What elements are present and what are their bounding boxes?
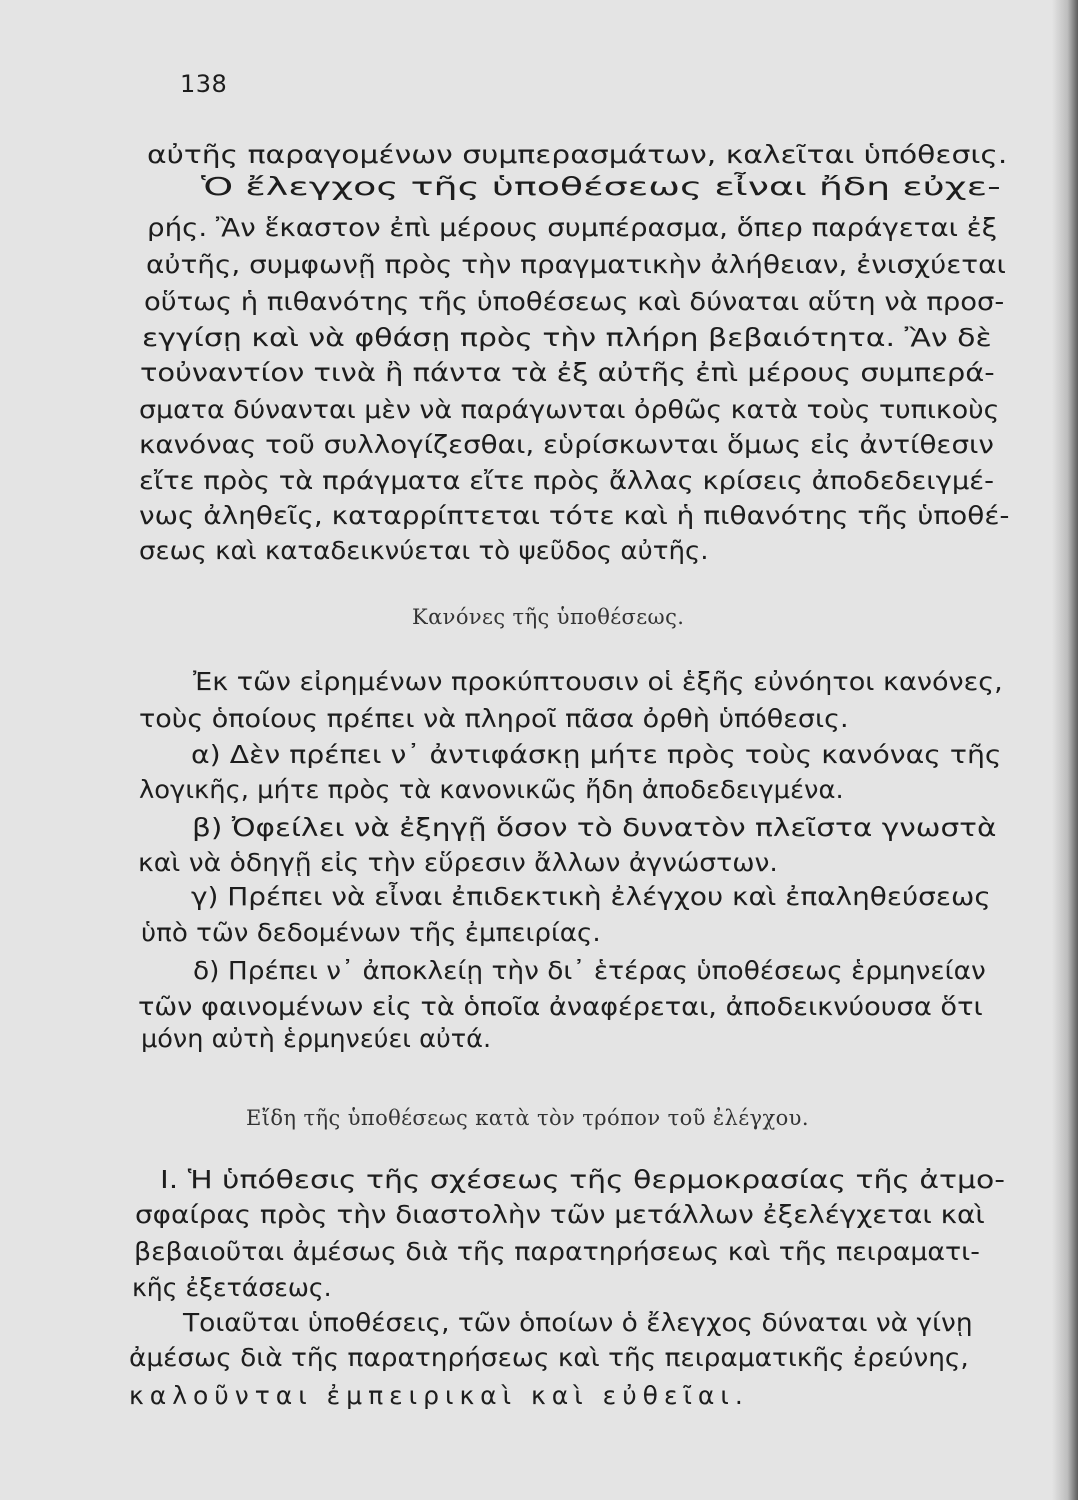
text-line: καλοῦνται ἐμπειρικαὶ καὶ εὐθεῖαι. xyxy=(129,1381,749,1410)
text-line: Τοιαῦται ὑποθέσεις, τῶν ὁποίων ὁ ἔλεγχος δύναται νὰ γίνῃ xyxy=(183,1308,973,1337)
text-line: Ἐκ τῶν εἰρημένων προκύπτουσιν οἱ ἑξῆς εὐνόητοι κανόνες, xyxy=(193,667,1003,696)
text-line: κανόνας τοῦ συλλογίζεσθαι, εὑρίσκωνται ὅμως εἰς ἀντίθεσιν xyxy=(139,430,994,459)
text-line: τῶν φαινομένων εἰς τὰ ὁποῖα ἀναφέρεται, ἀποδεικνύουσα ὅτι xyxy=(138,992,983,1021)
text-line: σματα δύνανται μὲν νὰ παράγωνται ὀρθῶς κατὰ τοὺς τυπικοὺς xyxy=(139,395,1000,424)
text-line: ὑπὸ τῶν δεδομένων τῆς ἐμπειρίας. xyxy=(141,918,601,947)
text-line: οὕτως ἡ πιθανότης τῆς ὑποθέσεως καὶ δύναται αὕτη νὰ προσ- xyxy=(144,287,1005,316)
text-line: νως ἀληθεῖς, καταρρίπτεται τότε καὶ ἡ πιθανότης τῆς ὑποθέ- xyxy=(139,501,1010,530)
section-heading-types: Εἴδη τῆς ὑποθέσεως κατὰ τὸν τρόπον τοῦ ἐλέγχου. xyxy=(246,1106,809,1130)
text-line: δ) Πρέπει ν᾿ ἀποκλείῃ τὴν δι᾿ ἑτέρας ὑποθέσεως ἑρμηνείαν xyxy=(193,956,986,985)
text-line: αὐτῆς, συμφωνῇ πρὸς τὴν πραγματικὴν ἀλήθειαν, ἐνισχύεται xyxy=(146,250,1006,279)
text-line: καὶ νὰ ὁδηγῇ εἰς τὴν εὕρεσιν ἄλλων ἀγνώστων. xyxy=(138,848,778,877)
text-line: ἀμέσως διὰ τῆς παρατηρήσεως καὶ τῆς πειραματικῆς ἐρεύνης, xyxy=(129,1343,969,1372)
text-line: γ) Πρέπει νὰ εἶναι ἐπιδεκτικὴ ἐλέγχου καὶ ἐπαληθεύσεως xyxy=(191,882,991,911)
text-line: β) Ὀφείλει νὰ ἐξηγῇ ὅσον τὸ δυνατὸν πλεῖστα γνωστὰ xyxy=(192,813,997,842)
text-line: τοὐναντίον τινὰ ἢ πάντα τὰ ἐξ αὐτῆς ἐπὶ μέρους συμπερά- xyxy=(140,358,995,387)
text-line: ρής. Ἂν ἕκαστον ἐπὶ μέρους συμπέρασμα, ὅπερ παράγεται ἐξ xyxy=(147,213,998,242)
text-line: εγγίσῃ καὶ νὰ φθάσῃ πρὸς τὴν πλήρη βεβαιότητα. Ἂν δὲ xyxy=(142,323,992,352)
text-line: μόνη αὐτὴ ἑρμηνεύει αὐτά. xyxy=(141,1024,492,1053)
text-line: βεβαιοῦται ἀμέσως διὰ τῆς παρατηρήσεως καὶ τῆς πειραματι- xyxy=(134,1237,980,1266)
scan-edge-shadow xyxy=(1052,0,1078,1500)
text-line: σφαίρας πρὸς τὴν διαστολὴν τῶν μετάλλων ἐξελέγχεται καὶ xyxy=(135,1200,985,1229)
text-line: λογικῆς, μήτε πρὸς τὰ κανονικῶς ἤδη ἀποδεδειγμένα. xyxy=(139,775,844,804)
text-line: Ὁ ἔλεγχος τῆς ὑποθέσεως εἶναι ἤδη εὐχε- xyxy=(201,172,1001,201)
text-line: σεως καὶ καταδεικνύεται τὸ ψεῦδος αὐτῆς. xyxy=(139,536,709,565)
section-heading-rules: Κανόνες τῆς ὑποθέσεως. xyxy=(412,605,685,629)
text-line: εἴτε πρὸς τὰ πράγματα εἴτε πρὸς ἄλλας κρίσεις ἀποδεδειγμέ- xyxy=(139,466,995,495)
text-line: αὐτῆς παραγομένων συμπερασμάτων, καλεῖται ὑπόθεσις. xyxy=(147,140,1008,169)
text-line: κῆς ἐξετάσεως. xyxy=(132,1273,332,1302)
text-line: I. Ἡ ὑπόθεσις τῆς σχέσεως τῆς θερμοκρασίας τῆς ἀτμο- xyxy=(160,1165,1006,1194)
page-number: 138 xyxy=(180,70,228,98)
text-line: α) Δὲν πρέπει ν᾿ ἀντιφάσκῃ μήτε πρὸς τοὺς κανόνας τῆς xyxy=(191,740,1002,769)
text-line: τοὺς ὁποίους πρέπει νὰ πληροῖ πᾶσα ὀρθὴ ὑπόθεσις. xyxy=(139,704,849,733)
